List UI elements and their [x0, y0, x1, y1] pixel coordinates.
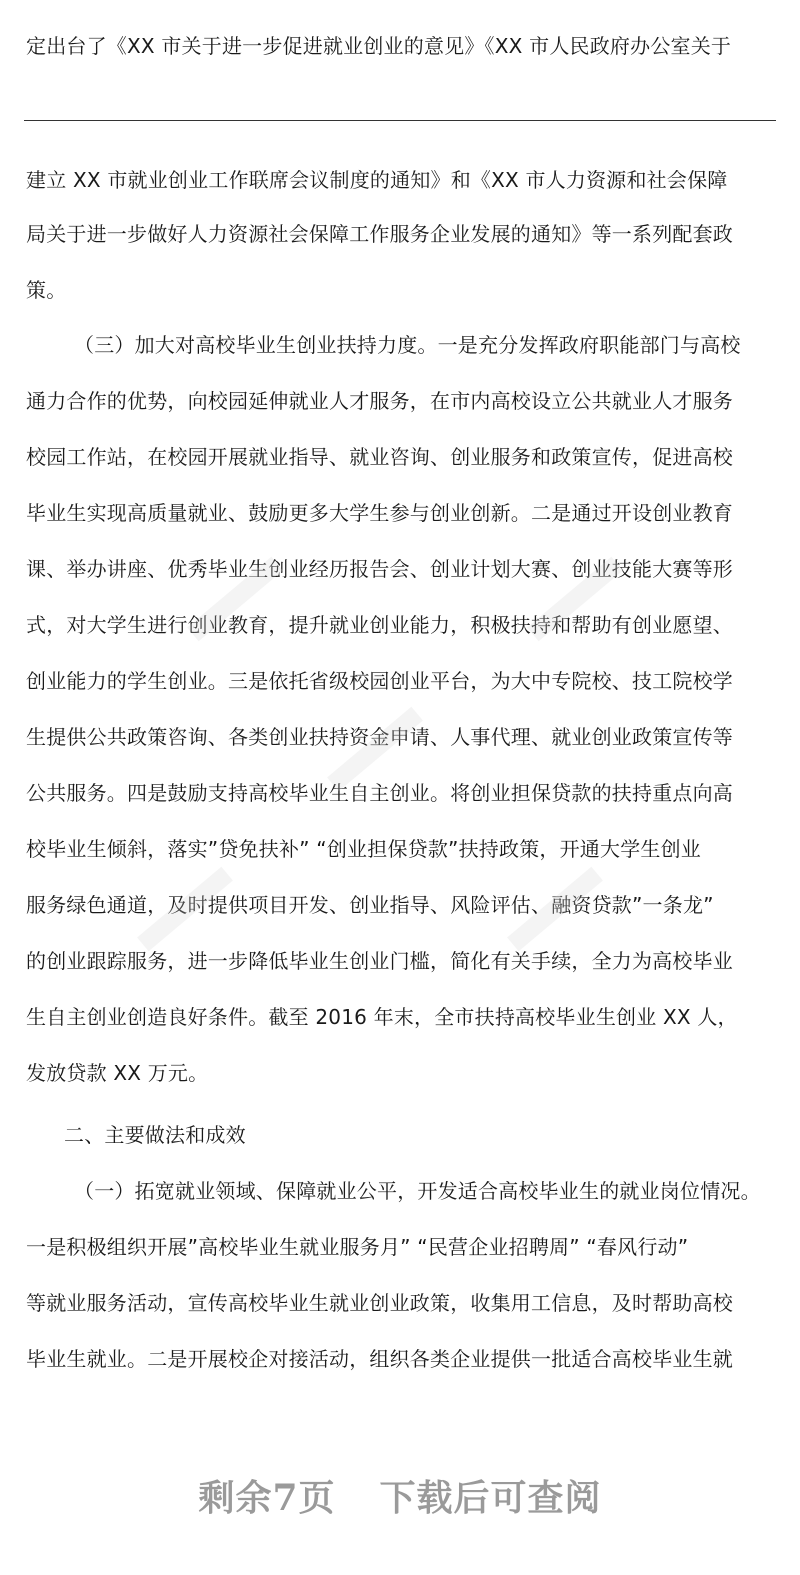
text-line: 生自主创业创造良好条件。截至 2016 年末，全市扶持高校毕业生创业 XX 人，: [26, 1005, 738, 1029]
text-line: 校毕业生倾斜，落实”贷免扶补” “创业担保贷款”扶持政策，开通大学生创业: [26, 837, 702, 861]
text-line: 策。: [26, 278, 67, 302]
text-line: 建立 XX 市就业创业工作联席会议制度的通知》和《XX 市人力资源和社会保障: [26, 168, 728, 192]
download-prompt[interactable]: [0, 1470, 800, 1521]
download-to-view-label: 下载后可查阅: [379, 1477, 602, 1519]
page-divider: [24, 120, 776, 121]
text-line: 的创业跟踪服务，进一步降低毕业生创业门槛，简化有关手续，全力为高校毕业: [26, 949, 733, 973]
text-line: 式，对大学生进行创业教育，提升就业创业能力，积极扶持和帮助有创业愿望、: [26, 613, 733, 637]
text-line: 课、举办讲座、优秀毕业生创业经历报告会、创业计划大赛、创业技能大赛等形: [26, 557, 733, 581]
remaining-pages-label: 剩余7页: [198, 1477, 336, 1519]
section-heading-3: （三）加大对高校毕业生创业扶持力度。一是充分发挥政府职能部门与高校: [74, 333, 741, 357]
text-line: 等就业服务活动，宣传高校毕业生就业创业政策，收集用工信息，及时帮助高校: [26, 1291, 733, 1315]
text-line: 公共服务。四是鼓励支持高校毕业生自主创业。将创业担保贷款的扶持重点向高: [26, 781, 733, 805]
text-line: 局关于进一步做好人力资源社会保障工作服务企业发展的通知》等一系列配套政: [26, 222, 733, 246]
text-line: 服务绿色通道，及时提供项目开发、创业指导、风险评估、融资贷款”一条龙”: [26, 893, 714, 917]
text-line: 毕业生实现高质量就业、鼓励更多大学生参与创业创新。二是通过开设创业教育: [26, 501, 733, 525]
text-line: 通力合作的优势，向校园延伸就业人才服务，在市内高校设立公共就业人才服务: [26, 389, 733, 413]
section-heading-1: （一）拓宽就业领域、保障就业公平，开发适合高校毕业生的就业岗位情况。: [74, 1179, 761, 1203]
text-line: 生提供公共政策咨询、各类创业扶持资金申请、人事代理、就业创业政策宣传等: [26, 725, 733, 749]
section-heading-2: 二、主要做法和成效: [64, 1123, 246, 1147]
text-line: 定出台了《XX 市关于进一步促进就业创业的意见》《XX 市人民政府办公室关于: [26, 34, 732, 58]
text-line: 发放贷款 XX 万元。: [26, 1061, 209, 1085]
text-line: 一是积极组织开展”高校毕业生就业服务月” “民营企业招聘周” “春风行动”: [26, 1235, 689, 1259]
text-line: 校园工作站，在校园开展就业指导、就业咨询、创业服务和政策宣传，促进高校: [26, 445, 733, 469]
text-line: 毕业生就业。二是开展校企对接活动，组织各类企业提供一批适合高校毕业生就: [26, 1347, 733, 1371]
text-line: 创业能力的学生创业。三是依托省级校园创业平台，为大中专院校、技工院校学: [26, 669, 733, 693]
